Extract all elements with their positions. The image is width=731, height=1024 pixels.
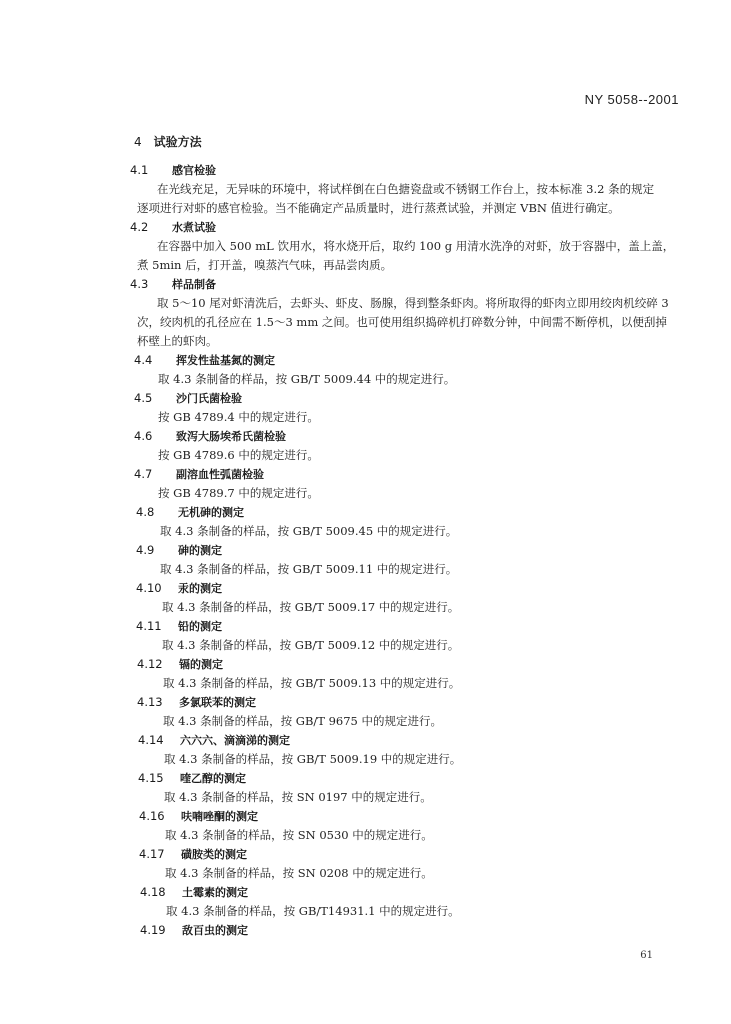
clause-heading: 4.1 感官检验 <box>130 163 216 177</box>
clause-text: 取 4.3 条制备的样品，按 GB/T 5009.44 中的规定进行。 <box>158 372 456 386</box>
clause-text: 取 4.3 条制备的样品，按 SN 0530 中的规定进行。 <box>165 828 433 842</box>
standard-code: NY 5058--2001 <box>584 92 679 107</box>
clause-text: 逐项进行对虾的感官检验。当不能确定产品质量时，进行蒸煮试验，并测定 VBN 值进行确定。 <box>137 201 620 215</box>
clause-text: 煮 5min 后，打开盖，嗅蒸汽气味，再品尝肉质。 <box>137 258 393 272</box>
clause-heading: 4.2 水煮试验 <box>130 220 216 234</box>
clause-heading: 4.3 样品制备 <box>130 277 216 291</box>
clause-heading: 4.17 磺胺类的测定 <box>139 847 247 861</box>
clause-text: 取 4.3 条制备的样品，按 SN 0197 中的规定进行。 <box>164 790 432 804</box>
clause-heading: 4.5 沙门氏菌检验 <box>134 391 242 405</box>
clause-heading: 4.6 致泻大肠埃希氏菌检验 <box>134 429 286 443</box>
clause-heading: 4.15 喹乙醇的测定 <box>138 771 246 785</box>
clause-heading: 4.12 镉的测定 <box>137 657 223 671</box>
page-number: 61 <box>640 950 653 961</box>
clause-text: 取 4.3 条制备的样品，按 GB/T 5009.13 中的规定进行。 <box>163 676 461 690</box>
clause-heading: 4.13 多氯联苯的测定 <box>137 695 256 709</box>
clause-heading: 4.8 无机砷的测定 <box>136 505 244 519</box>
clause-text: 取 5～10 尾对虾清洗后，去虾头、虾皮、肠腺，得到整条虾肉。将所取得的虾肉立即用绞肉机绞碎 3 <box>157 296 669 310</box>
clause-text: 取 4.3 条制备的样品，按 GB/T 5009.17 中的规定进行。 <box>162 600 460 614</box>
clause-text: 取 4.3 条制备的样品，按 SN 0208 中的规定进行。 <box>165 866 433 880</box>
clause-text: 按 GB 4789.4 中的规定进行。 <box>158 410 319 424</box>
clause-heading: 4.7 副溶血性弧菌检验 <box>134 467 264 481</box>
clause-text: 在光线充足，无异味的环境中，将试样倒在白色搪瓷盘或不锈钢工作台上，按本标准 3.2 条的规定 <box>157 182 655 196</box>
section-number: 4 <box>134 135 142 149</box>
clause-heading: 4.19 敌百虫的测定 <box>140 923 248 937</box>
clause-heading: 4.10 汞的测定 <box>136 581 222 595</box>
section-title: 试验方法 <box>153 135 202 149</box>
clause-text: 按 GB 4789.6 中的规定进行。 <box>158 448 319 462</box>
clause-text: 取 4.3 条制备的样品，按 GB/T14931.1 中的规定进行。 <box>166 904 460 918</box>
clause-text: 按 GB 4789.7 中的规定进行。 <box>158 486 319 500</box>
clause-text: 杯壁上的虾肉。 <box>137 334 218 348</box>
clause-heading: 4.16 呋喃唑酮的测定 <box>139 809 258 823</box>
clause-heading: 4.4 挥发性盐基氮的测定 <box>134 353 275 367</box>
clause-text: 取 4.3 条制备的样品，按 GB/T 9675 中的规定进行。 <box>163 714 443 728</box>
clause-heading: 4.14 六六六、滴滴涕的测定 <box>138 733 290 747</box>
clause-text: 取 4.3 条制备的样品，按 GB/T 5009.11 中的规定进行。 <box>160 562 458 576</box>
clause-heading: 4.18 土霉素的测定 <box>140 885 248 899</box>
clause-text: 在容器中加入 500 mL 饮用水，将水烧开后，取约 100 g 用清水洗净的对虾，放于容器中，盖上盖， <box>157 239 675 253</box>
clause-text: 取 4.3 条制备的样品，按 GB/T 5009.19 中的规定进行。 <box>164 752 462 766</box>
clause-text: 取 4.3 条制备的样品，按 GB/T 5009.12 中的规定进行。 <box>162 638 460 652</box>
section-heading <box>134 133 202 150</box>
clause-text: 取 4.3 条制备的样品，按 GB/T 5009.45 中的规定进行。 <box>160 524 458 538</box>
clause-text: 次，绞肉机的孔径应在 1.5～3 mm 之间。也可使用组织捣碎机打碎数分钟，中间需不断停机，以便刮掉 <box>137 315 667 329</box>
clause-heading: 4.11 铅的测定 <box>136 619 222 633</box>
clause-heading: 4.9 砷的测定 <box>136 543 222 557</box>
